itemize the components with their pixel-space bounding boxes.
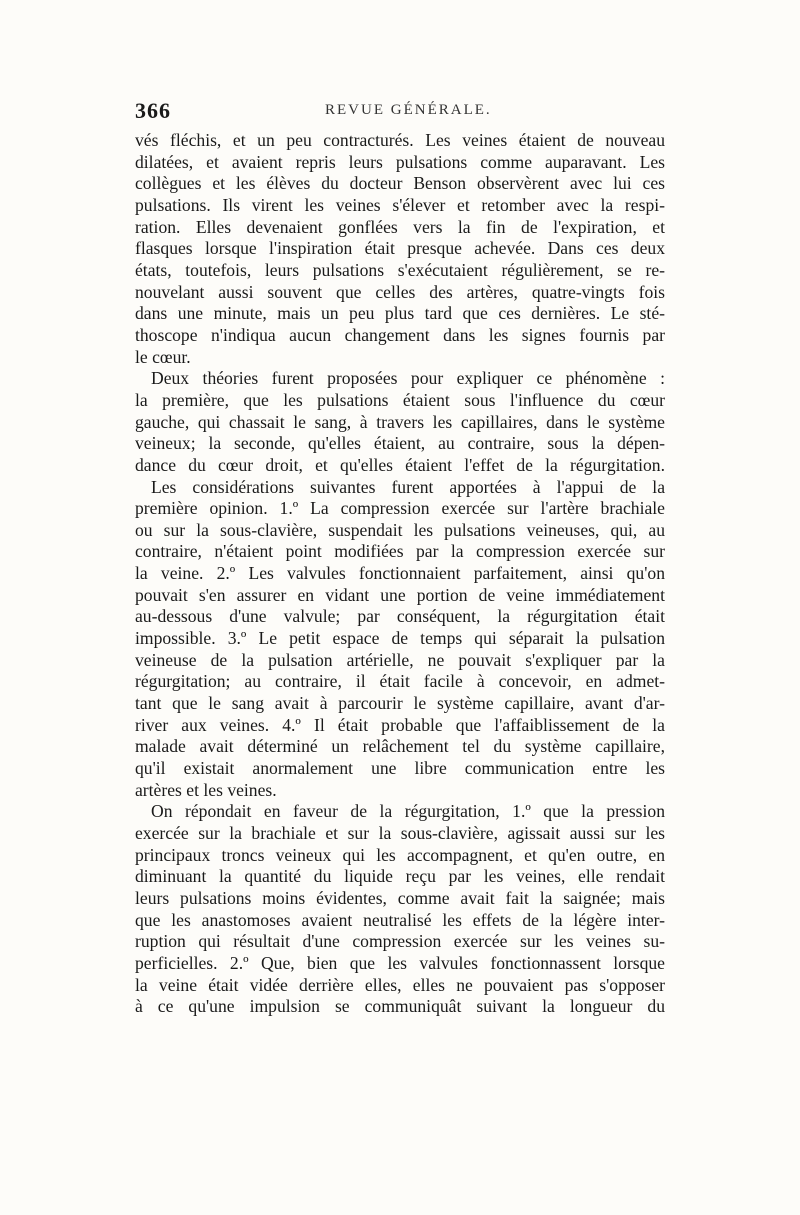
text-line: le cœur. xyxy=(135,346,191,367)
text-line: river aux veines. 4.º Il était probable que l'affaiblissement de la xyxy=(135,714,665,735)
text-line: veineuse de la pulsation artérielle, ne pouvait s'expliquer par la xyxy=(135,649,665,670)
text-line: ruption qui résultait d'une compression exercée sur les veines su- xyxy=(135,931,665,952)
text-line: dance du cœur droit, et qu'elles étaient l'effet de la régurgitation. xyxy=(135,454,665,475)
text-line: collègues et les élèves du docteur Benson observèrent avec lui ces xyxy=(135,173,665,194)
text-line: artères et les veines. xyxy=(135,779,277,800)
text-line: états, toutefois, leurs pulsations s'exécutaient régulièrement, se re- xyxy=(135,259,665,280)
text-line: que les anastomoses avaient neutralisé les effets de la légère inter- xyxy=(135,909,665,930)
page-number: 366 xyxy=(135,98,171,123)
text-line: Les considérations suivantes furent apportées à l'appui de la xyxy=(151,476,665,497)
running-head: REVUE GÉNÉRALE. xyxy=(325,102,492,118)
text-line: la veine était vidée derrière elles, elles ne pouvaient pas s'opposer xyxy=(135,974,665,995)
text-line: à ce qu'une impulsion se communiquât suivant la longueur du xyxy=(135,996,665,1017)
text-line: leurs pulsations moins évidentes, comme avait fait la saignée; mais xyxy=(135,887,665,908)
text-line: ration. Elles devenaient gonflées vers la fin de l'expiration, et xyxy=(135,216,665,237)
text-line: flasques lorsque l'inspiration était presque achevée. Dans ces deux xyxy=(135,238,665,259)
text-line: vés fléchis, et un peu contracturés. Les veines étaient de nouveau xyxy=(135,130,665,150)
text-line: dans une minute, mais un peu plus tard que ces dernières. Le sté- xyxy=(135,303,665,324)
text-line: pouvait s'en assurer en vidant une portion de veine immédiatement xyxy=(135,584,665,605)
text-line: On répondait en faveur de la régurgitation, 1.º que la pression xyxy=(151,801,665,822)
text-line: au-dessous d'une valvule; par conséquent, la régurgitation était xyxy=(135,606,665,627)
text-line: ou sur la sous-clavière, suspendait les pulsations veineuses, qui, au xyxy=(135,519,665,540)
text-line: la première, que les pulsations étaient sous l'influence du cœur xyxy=(135,389,665,410)
text-line: gauche, qui chassait le sang, à travers les capillaires, dans le système xyxy=(135,411,665,432)
text-line: impossible. 3.º Le petit espace de temps qui séparait la pulsation xyxy=(135,628,665,649)
text-line: qu'il existait anormalement une libre communication entre les xyxy=(135,758,665,779)
text-line: régurgitation; au contraire, il était facile à concevoir, en admet- xyxy=(135,671,665,692)
text-line: principaux troncs veineux qui les accompagnent, et qu'en outre, en xyxy=(135,844,665,865)
text-line: première opinion. 1.º La compression exercée sur l'artère brachiale xyxy=(135,498,665,519)
text-line: malade avait déterminé un relâchement tel du système capillaire, xyxy=(135,736,665,757)
page-header xyxy=(135,98,665,128)
text-line: perficielles. 2.º Que, bien que les valvules fonctionnassent lorsque xyxy=(135,952,665,973)
text-line: pulsations. Ils virent les veines s'élever et retomber avec la respi- xyxy=(135,194,665,215)
text-line: diminuant la quantité du liquide reçu par les veines, elle rendait xyxy=(135,866,665,887)
text-line: la veine. 2.º Les valvules fonctionnaient parfaitement, ainsi qu'on xyxy=(135,563,665,584)
body-text xyxy=(135,130,665,1018)
text-line: Deux théories furent proposées pour expliquer ce phénomène : xyxy=(151,368,665,389)
text-line: tant que le sang avait à parcourir le système capillaire, avant d'ar- xyxy=(135,693,665,714)
text-line: veineux; la seconde, qu'elles étaient, au contraire, sous la dépen- xyxy=(135,433,665,454)
text-line: dilatées, et avaient repris leurs pulsations comme auparavant. Les xyxy=(135,151,665,172)
text-line: contraire, n'étaient point modifiées par la compression exercée sur xyxy=(135,541,665,562)
text-line: nouvelant aussi souvent que celles des artères, quatre-vingts fois xyxy=(135,281,665,302)
text-line: thoscope n'indiqua aucun changement dans les signes fournis par xyxy=(135,324,665,345)
text-line: exercée sur la brachiale et sur la sous-clavière, agissait aussi sur les xyxy=(135,823,665,843)
